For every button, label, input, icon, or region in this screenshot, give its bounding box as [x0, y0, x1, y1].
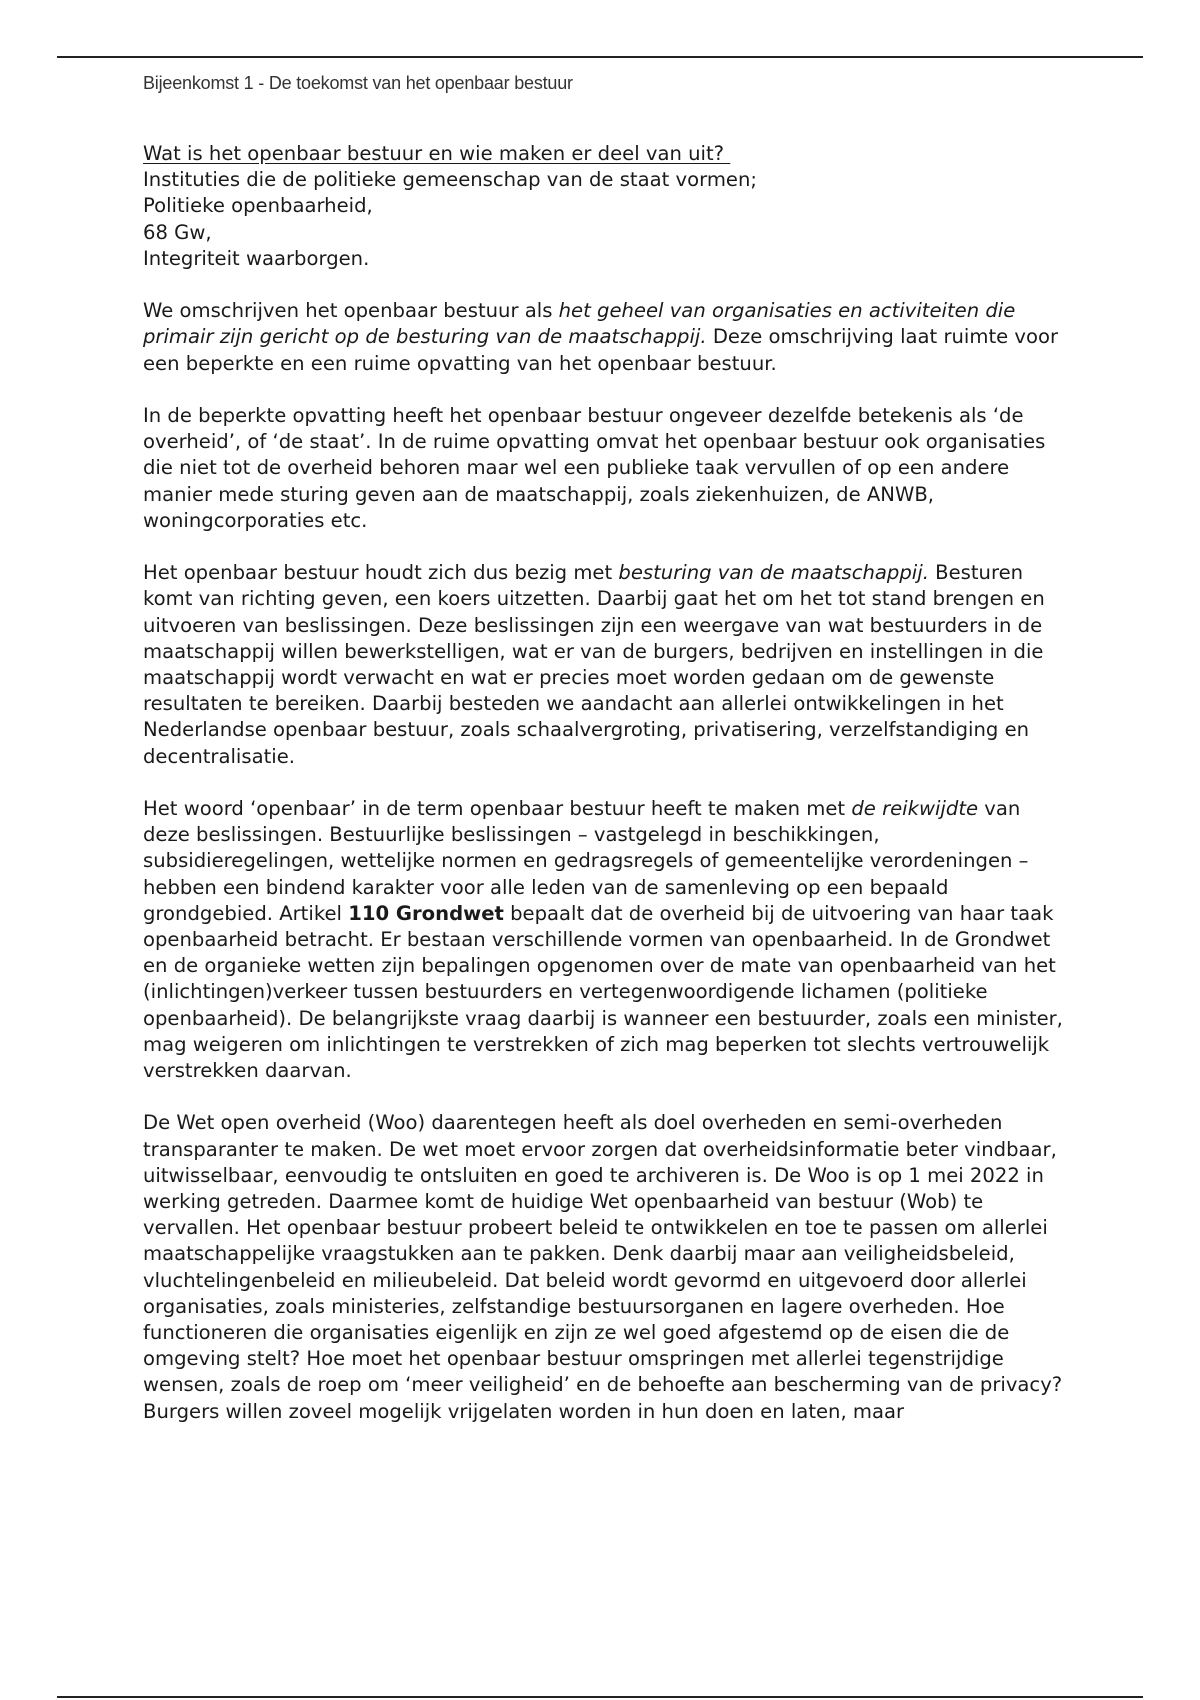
emphasis-definition: het geheel van organisaties en activiteiten die primair zijn gericht op de besturing van de maatschappij. — [143, 299, 1016, 349]
document-body — [143, 141, 1073, 1451]
emphasis-reikwijdte: de reikwijdte — [851, 797, 979, 821]
paragraph-besturing: Het openbaar bestuur houdt zich dus bezig met besturing van de maatschappij. Besturen komt van richting geven, een koers uitzetten. Daarbij gaat het om het tot stand brengen en uitvoeren van beslissingen. Deze beslissingen zijn een weergave van wat bestuurders in de maatschappij willen bewerkstelligen, wat er van de burgers, bedrijven en instellingen in die maatschappij wordt verwacht en wat er precies moet worden gedaan om de gewenste resultaten te bereiken. Daarbij besteden we aandacht aan allerlei ontwikkelingen in het Nederlandse openbaar bestuur, zoals schaalvergroting, privatisering, verzelfstandiging en decentralisatie. — [143, 561, 1045, 768]
paragraph-woo: De Wet open overheid (Woo) daarentegen heeft als doel overheden en semi-overheden transparanter te maken. De wet moet ervoor zorgen dat overheidsinformatie beter vindbaar, uitwisselbaar, eenvoudig te ontsluiten en goed te archiveren is. De Woo is op 1 mei 2022 in werking getreden. Daarmee komt de huidige Wet openbaarheid van bestuur (Wob) te vervallen. Het openbaar bestuur probeert beleid te ontwikkelen en toe te passen om allerlei maatschappelijke vraagstukken aan te pakken. Denk daarbij maar aan veiligheidsbeleid, vluchtelingenbeleid en milieubeleid. Dat beleid wordt gevormd en uitgevoerd door allerlei organisaties, zoals ministeries, zelfstandige bestuursorganen en lagere overheden. Hoe functioneren die organisaties eigenlijk en zijn ze wel goed afgestemd op de eisen die de omgeving stelt? Hoe moet het openbaar bestuur omspringen met allerlei tegenstrijdige wensen, zoals de roep om ‘meer veiligheid’ en de behoefte aan bescherming van de privacy? Burgers willen zoveel mogelijk vrijgelaten worden in hun doen en laten, maar — [143, 1111, 1063, 1423]
list-item: Instituties die de politieke gemeenschap van de staat vormen; — [143, 168, 757, 192]
bold-grondwet-article: 110 Grondwet — [348, 901, 504, 925]
running-header: Bijeenkomst 1 - De toekomst van het openbaar bestuur — [143, 73, 573, 93]
top-rule — [57, 56, 1143, 58]
section-heading-block — [143, 141, 1073, 272]
paragraph-opvatting: In de beperkte opvatting heeft het openbaar bestuur ongeveer dezelfde betekenis als ‘de overheid’, of ‘de staat’. In de ruime opvatting omvat het openbaar bestuur ook organisaties die niet tot de overheid behoren maar wel een publieke taak vervullen of op een andere manier mede sturing geven aan de maatschappij, zoals ziekenhuizen, de ANWB, woningcorporaties etc. — [143, 404, 1046, 532]
section-title: Wat is het openbaar bestuur en wie maken er deel van uit? — [143, 142, 731, 165]
list-item: 68 Gw, — [143, 220, 212, 244]
list-item: Politieke openbaarheid, — [143, 194, 373, 218]
paragraph-definition: We omschrijven het openbaar bestuur als het geheel van organisaties en activiteiten die primair zijn gericht op de besturing van de maatschappij. Deze omschrijving laat ruimte voor een beperkte en een ruime opvatting van het openbaar bestuur. — [143, 299, 1059, 375]
bottom-rule — [57, 1696, 1143, 1698]
list-item: Integriteit waarborgen. — [143, 246, 370, 270]
paragraph-openbaar: Het woord ‘openbaar’ in de term openbaar bestuur heeft te maken met de reikwijdte van deze beslissingen. Bestuurlijke beslissingen – vastgelegd in beschikkingen, subsidieregelingen, wettelijke normen en gedragsregels of gemeentelijke verordeningen – hebben een bindend karakter voor alle leden van de samenleving op een bepaald grondgebied. Artikel 110 Grondwet bepaalt dat de overheid bij de uitvoering van haar taak openbaarheid betracht. Er bestaan verschillende vormen van openbaarheid. In de Grondwet en de organieke wetten zijn bepalingen opgenomen over de mate van openbaarheid van het (inlichtingen)verkeer tussen bestuurders en vertegenwoordigende lichamen (politieke openbaarheid). De belangrijkste vraag daarbij is wanneer een bestuurder, zoals een minister, mag weigeren om inlichtingen te verstrekken of zich mag beperken tot slechts vertrouwelijk verstrekken daarvan. — [143, 797, 1063, 1083]
emphasis-besturing: besturing van de maatschappij. — [618, 561, 929, 585]
